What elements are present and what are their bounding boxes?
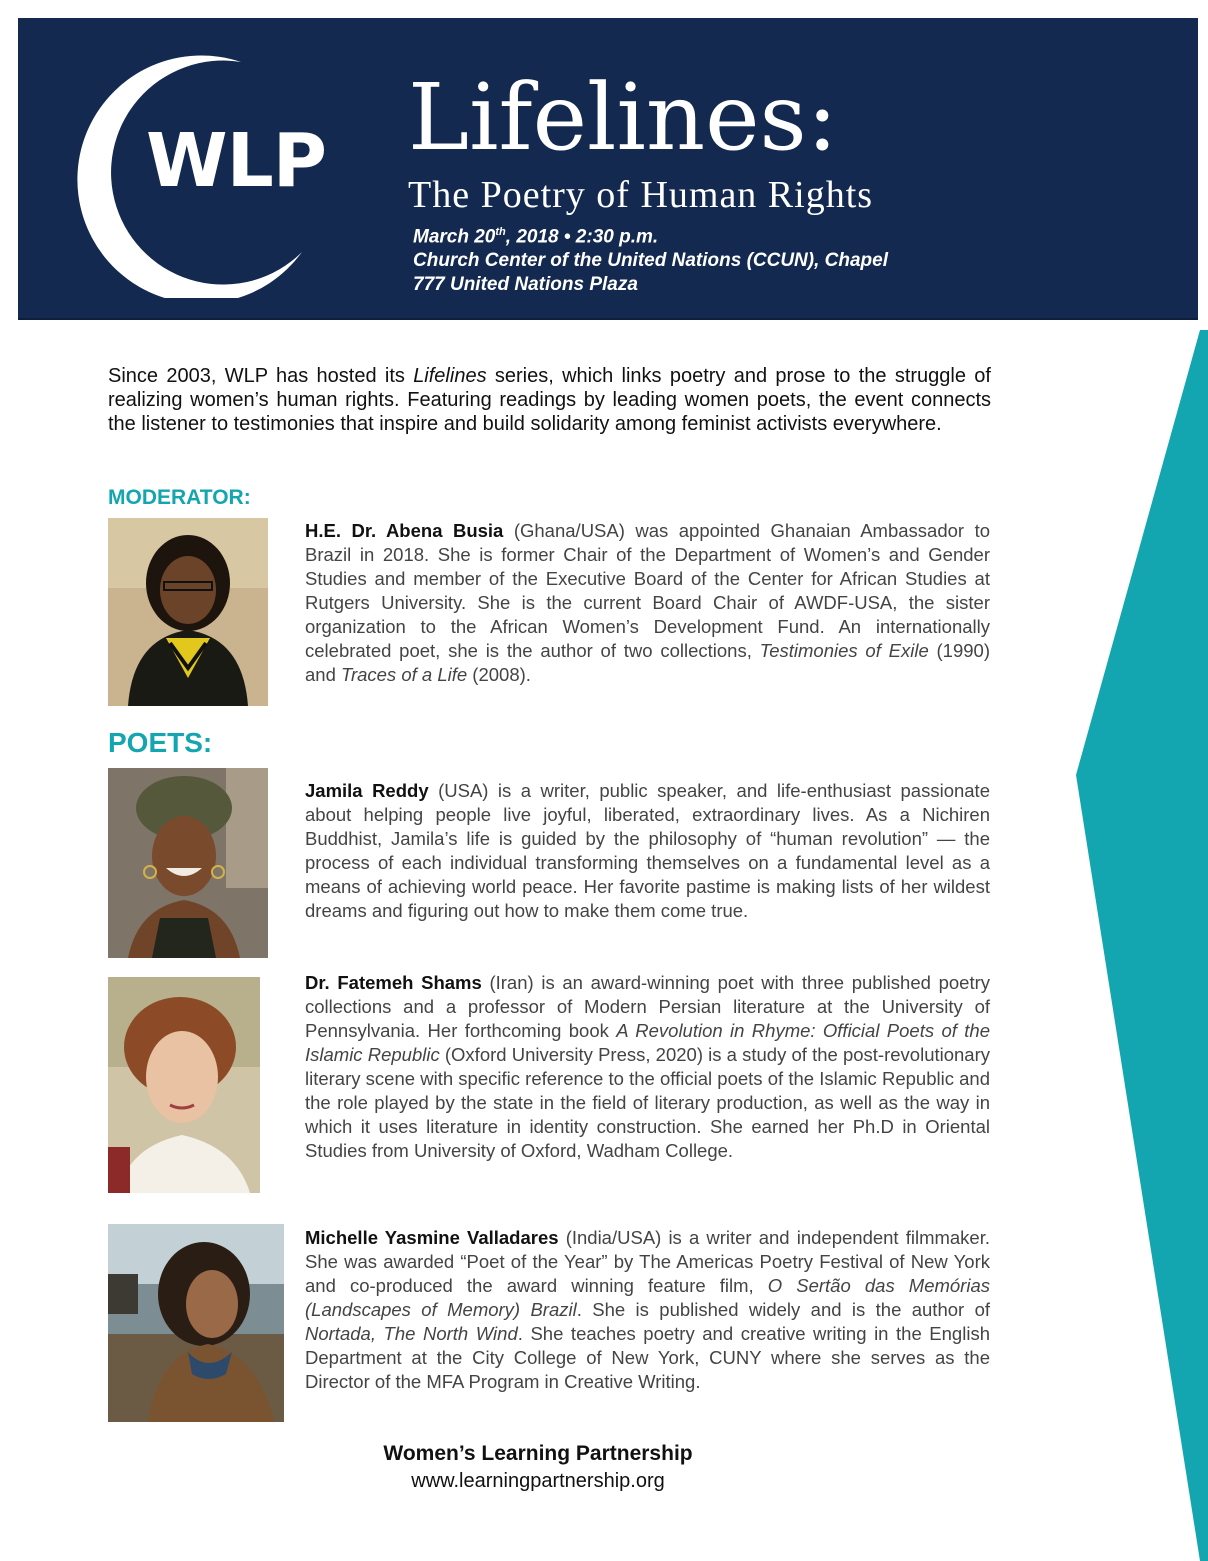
- event-address: 777 United Nations Plaza: [413, 274, 638, 296]
- teal-wedge-decoration: [1076, 330, 1208, 1561]
- poet-name: Michelle Yasmine Valladares: [305, 1227, 559, 1248]
- moderator-photo: [108, 518, 268, 706]
- poet-photo-fatemeh-shams: [108, 977, 260, 1193]
- poet-photo-michelle-yasmine-valladares: [108, 1224, 284, 1422]
- poet-bio-jamila-reddy: Jamila Reddy (USA) is a writer, public speaker, and life-enthusiast passionate about helping people live joyful, liberated, extraordinary lives. As a Nichiren Buddhist, Jamila’s life is guided by the philosophy of “human revolution” — the process of each individual transforming themselves on a fundamental level as a means of achieving world peace. Her favorite pastime is making lists of her wildest dreams and figuring out how to make them come true.: [305, 780, 990, 921]
- moderator-heading: MODERATOR:: [108, 486, 251, 509]
- intro-paragraph: Since 2003, WLP has hosted its Lifelines series, which links poetry and prose to the struggle of realizing women’s human rights. Featuring readings by leading women poets, the event connects the listener to testimonies that inspire and build solidarity among feminist activists everywhere.: [108, 365, 991, 435]
- event-venue: Church Center of the United Nations (CCUN), Chapel: [413, 250, 889, 272]
- event-subtitle: The Poetry of Human Rights: [408, 174, 874, 216]
- poet-bio-fatemeh-shams: Dr. Fatemeh Shams (Iran) is an award-winning poet with three published poetry collections and a professor of Modern Persian literature at the University of Pennsylvania. Her forthcoming book A Revolution in Rhyme: Official Poets of the Islamic Republic (Oxford University Press, 2020) is a study of the post-revolutionary literary scene with specific reference to the official poets of the Islamic Republic and the role played by the state in the field of literary production, as well as the way in which it uses literature in identity construction. She earned her Ph.D in Oriental Studies from University of Oxford, Wadham College.: [305, 972, 991, 1161]
- event-details: [413, 220, 888, 297]
- moderator-name: H.E. Dr. Abena Busia: [305, 520, 504, 541]
- moderator-bio: H.E. Dr. Abena Busia (Ghana/USA) was appointed Ghanaian Ambassador to Brazil in 2018. She is former Chair of the Department of Women’s and Gender Studies and member of the Executive Board of the Center for African Studies at Rutgers University. She is the current Board Chair of AWDF-USA, the sister organization to the African Women’s Development Fund. An internationally celebrated poet, she is the author of two collections, Testimonies of Exile (1990) and Traces of a Life (2008).: [305, 520, 990, 685]
- footer-organization: Women’s Learning Partnership: [383, 1442, 693, 1465]
- footer-website-link[interactable]: www.learningpartnership.org: [411, 1470, 665, 1492]
- header-banner: [18, 18, 1198, 320]
- logo-text: WLP: [146, 118, 327, 204]
- event-date: March 20th, 2018 • 2:30 p.m.: [413, 226, 659, 248]
- poet-name: Dr. Fatemeh Shams: [305, 972, 482, 993]
- poet-name: Jamila Reddy: [305, 780, 429, 801]
- poets-heading: POETS:: [108, 727, 213, 758]
- poet-photo-jamila-reddy: [108, 768, 268, 958]
- event-title: Lifelines:: [408, 64, 838, 171]
- poet-bio-michelle-yasmine-valladares: Michelle Yasmine Valladares (India/USA) is a writer and independent filmmaker. She was awarded “Poet of the Year” by The Americas Poetry Festival of New York and co-produced the award winning feature film, O Sertão das Memórias (Landscapes of Memory) Brazil. She is published widely and is the author of Nortada, The North Wind. She teaches poetry and creative writing in the English Department at the City College of New York, CUNY where she serves as the Director of the MFA Program in Creative Writing.: [305, 1227, 990, 1392]
